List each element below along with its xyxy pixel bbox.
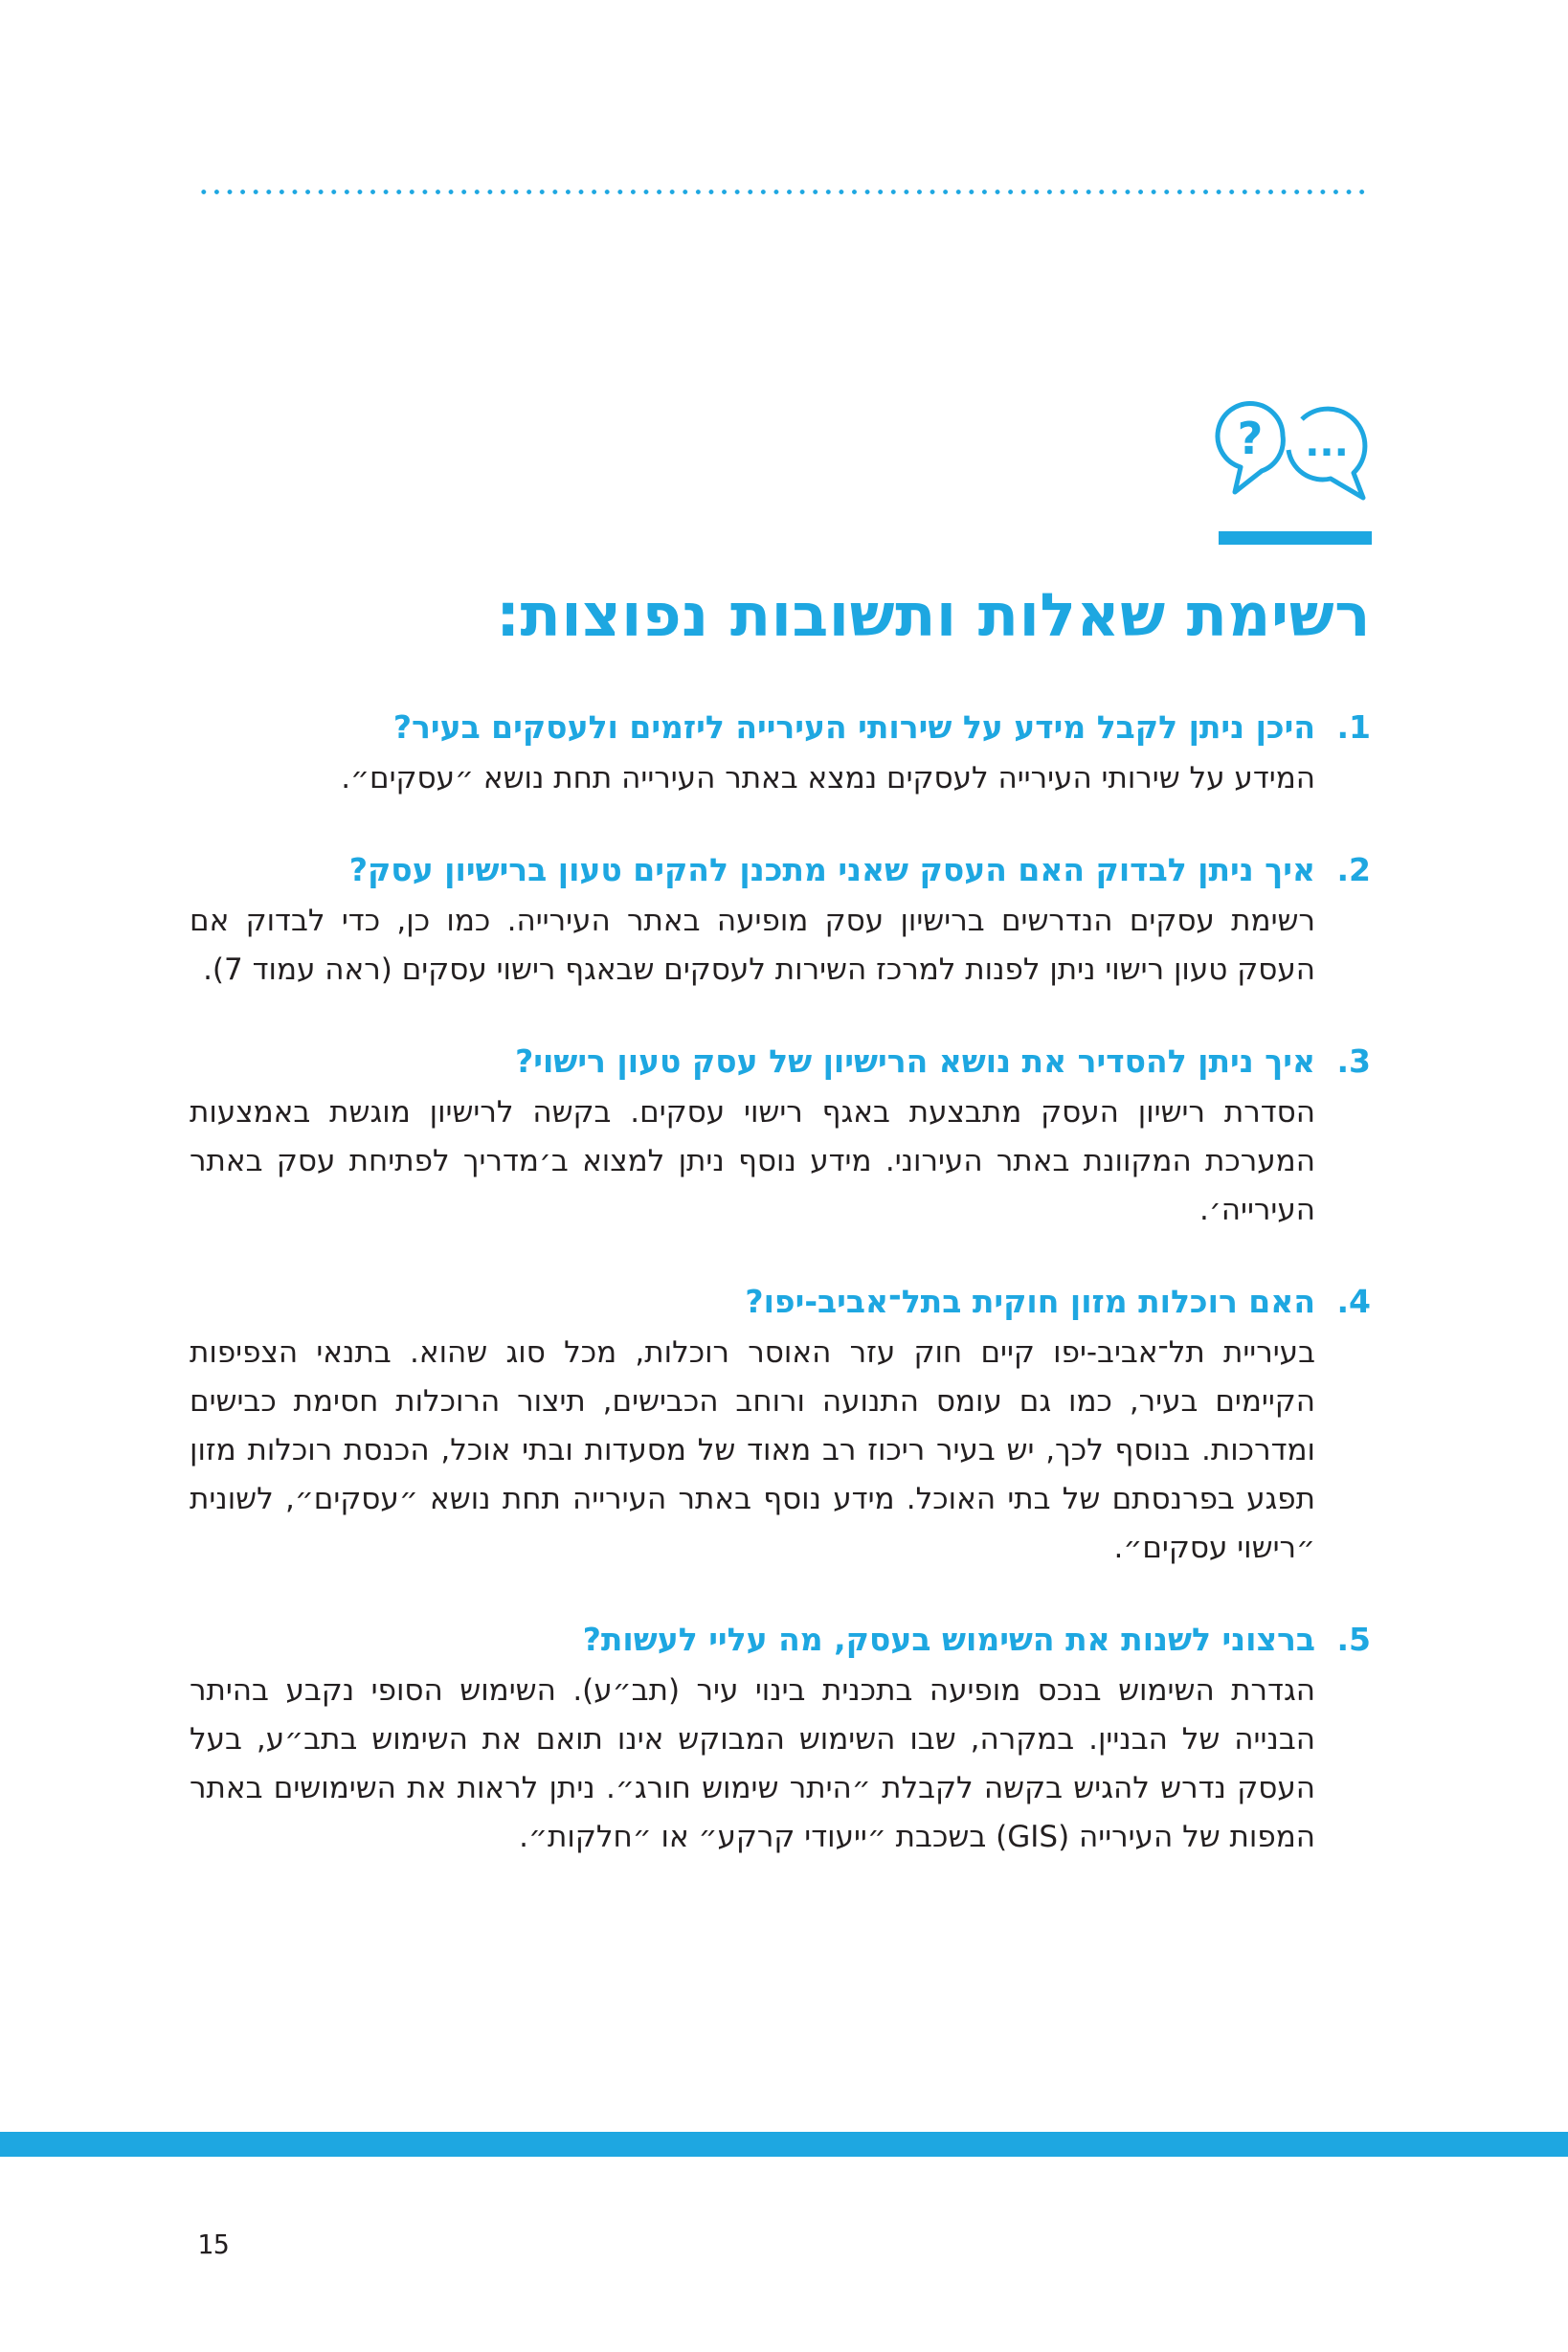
faq-answer: בעיריית תל־אביב-יפו קיים חוק עזר האוסר רוכלות, מכל סוג שהוא. בתנאי הצפיפות הקיימים בעיר, כמו גם עומס התנועה ורוחב הכבישים, תיצור הרוכלות חסימת כבישים ומדרכות. בנוסף לכך, יש בעיר ריכוז רב מאוד של מסעדות ובתי אוכל, הכנסת רוכלות מזון תפגע בפרנסתם של בתי האוכל. מידע נוסף באתר העירייה תחת נושא ״עסקים״, לשונית ״רישוי עסקים״. — [190, 1335, 1315, 1565]
title-accent-bar — [1219, 531, 1372, 545]
faq-question-text: איך ניתן להסדיר את נושא הרישיון של עסק טעון רישוי? — [515, 1042, 1315, 1080]
faq-question-text: ברצוני לשנות את השימוש בעסק, מה עליי לעשות? — [582, 1621, 1315, 1658]
page-title: רשימת שאלות ותשובות נפוצות: — [496, 580, 1371, 650]
faq-question-text: האם רוכלות מזון חוקית בתל־אביב-יפו? — [745, 1283, 1315, 1320]
faq-number: 3. — [1336, 1042, 1371, 1080]
faq-question — [190, 1035, 1371, 1088]
faq-number: 2. — [1336, 851, 1371, 888]
faq-question — [190, 701, 1371, 754]
faq-item — [190, 1613, 1371, 1862]
ellipsis-glyph: ... — [1305, 421, 1349, 465]
faq-answer: הסדרת רישיון העסק מתבצעת באגף רישוי עסקים. בקשה לרישיון מוגשת באמצעות המערכת המקוונת באתר העירוני. מידע נוסף ניתן למצוא ב׳מדריך לפתיחת עסק באתר העירייה׳. — [190, 1095, 1315, 1227]
question-speech-bubbles-icon — [1214, 391, 1375, 505]
faq-item — [190, 1035, 1371, 1235]
question-mark-glyph: ? — [1237, 413, 1264, 464]
faq-number: 4. — [1336, 1283, 1371, 1320]
faq-answer: הגדרת השימוש בנכס מופיעה בתכנית בינוי עיר (תב״ע). השימוש הסופי נקבע בהיתר הבנייה של הבניין. במקרה, שבו השימוש המבוקש אינו תואם את השימוש בתב״ע, בעל העסק נדרש להגיש בקשה לקבלת ״היתר שימוש חורג״. ניתן לראות את השימושים באתר המפות של העירייה (GIS) בשכבת ״ייעודי קרקע״ או ״חלקות״. — [190, 1673, 1315, 1854]
faq-number: 1. — [1336, 708, 1371, 746]
dotted-divider — [197, 190, 1371, 194]
page-number: 15 — [197, 2229, 230, 2260]
faq-answer: המידע על שירותי העירייה לעסקים נמצא באתר העירייה תחת נושא ״עסקים״. — [341, 761, 1315, 795]
faq-item — [190, 701, 1371, 803]
faq-question-text: איך ניתן לבדוק האם העסק שאני מתכנן להקים טעון ברישיון עסק? — [348, 851, 1315, 888]
faq-answer: רשימת עסקים הנדרשים ברישיון עסק מופיעה באתר העירייה. כמו כן, כדי לבדוק אם העסק טעון רישוי ניתן לפנות למרכז השירות לעסקים שבאגף רישוי עסקים (ראה עמוד 7). — [190, 904, 1315, 987]
footer-accent-bar — [0, 2132, 1568, 2157]
faq-question — [190, 1275, 1371, 1329]
faq-list — [190, 701, 1371, 1902]
faq-question-text: היכן ניתן לקבל מידע על שירותי העירייה ליזמים ולעסקים בעיר? — [392, 708, 1315, 746]
faq-item — [190, 843, 1371, 995]
faq-question — [190, 843, 1371, 897]
faq-number: 5. — [1336, 1621, 1371, 1658]
faq-question — [190, 1613, 1371, 1667]
faq-item — [190, 1275, 1371, 1573]
